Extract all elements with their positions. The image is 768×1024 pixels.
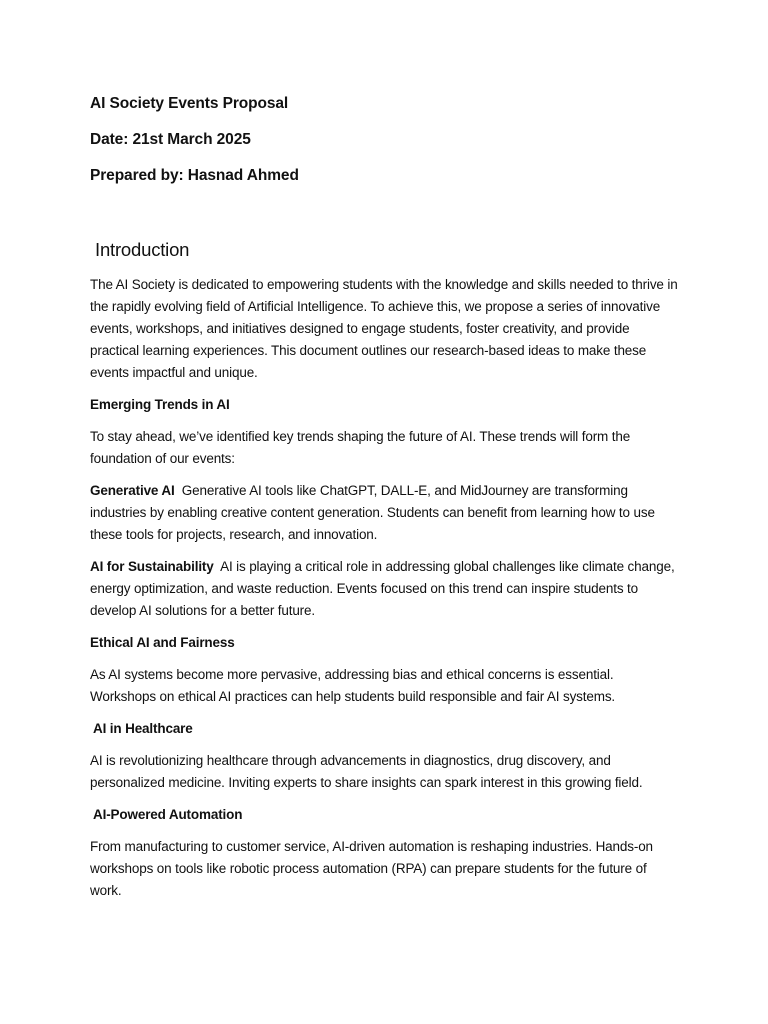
document-date: Date: 21st March 2025 bbox=[90, 131, 251, 148]
trends-intro-paragraph: To stay ahead, we’ve identified key trends shaping the future of AI. These trends will form the foundation of our events: bbox=[90, 429, 631, 466]
healthcare-heading: AI in Healthcare bbox=[93, 721, 193, 736]
sustainability-term: AI for Sustainability bbox=[90, 559, 214, 574]
generative-ai-paragraph bbox=[90, 480, 678, 546]
introduction-paragraph: The AI Society is dedicated to empowering students with the knowledge and skills needed to thrive in the rapidly evolving field of Artificial Intelligence. To achieve this, we propose a series of innovative events, workshops, and initiatives designed to engage students, foster creativity, and provide practical learning experiences. This document outlines our research-based ideas to make these events impactful and unique. bbox=[90, 277, 678, 380]
sustainability-paragraph bbox=[90, 556, 678, 622]
automation-paragraph: From manufacturing to customer service, AI-driven automation is reshaping industries. Hands-on workshops on tools like robotic process automation (RPA) can prepare students for the future of work. bbox=[90, 839, 653, 898]
generative-ai-term: Generative AI bbox=[90, 483, 175, 498]
generative-ai-text: Generative AI tools like ChatGPT, DALL-E, and MidJourney are transforming industries by enabling creative content generation. Students can benefit from learning how to use these tools for projects, research, and innovation. bbox=[90, 483, 655, 542]
introduction-heading: Introduction bbox=[95, 239, 190, 260]
document-title: AI Society Events Proposal bbox=[90, 95, 289, 112]
ethical-ai-heading: Ethical AI and Fairness bbox=[90, 635, 235, 650]
healthcare-paragraph: AI is revolutionizing healthcare through advancements in diagnostics, drug discovery, and personalized medicine. Inviting experts to share insights can spark interest in this growing field. bbox=[90, 753, 643, 790]
document-author: Prepared by: Hasnad Ahmed bbox=[90, 167, 299, 184]
ethical-ai-paragraph: As AI systems become more pervasive, addressing bias and ethical concerns is essential. Workshops on ethical AI practices can help students build responsible and fair AI systems. bbox=[90, 667, 616, 704]
sustainability-text: AI is playing a critical role in addressing global challenges like climate change, energy optimization, and waste reduction. Events focused on this trend can inspire students to develop AI solutions for a better future. bbox=[90, 559, 675, 618]
automation-heading: AI-Powered Automation bbox=[93, 807, 243, 822]
trends-heading: Emerging Trends in AI bbox=[90, 397, 230, 412]
